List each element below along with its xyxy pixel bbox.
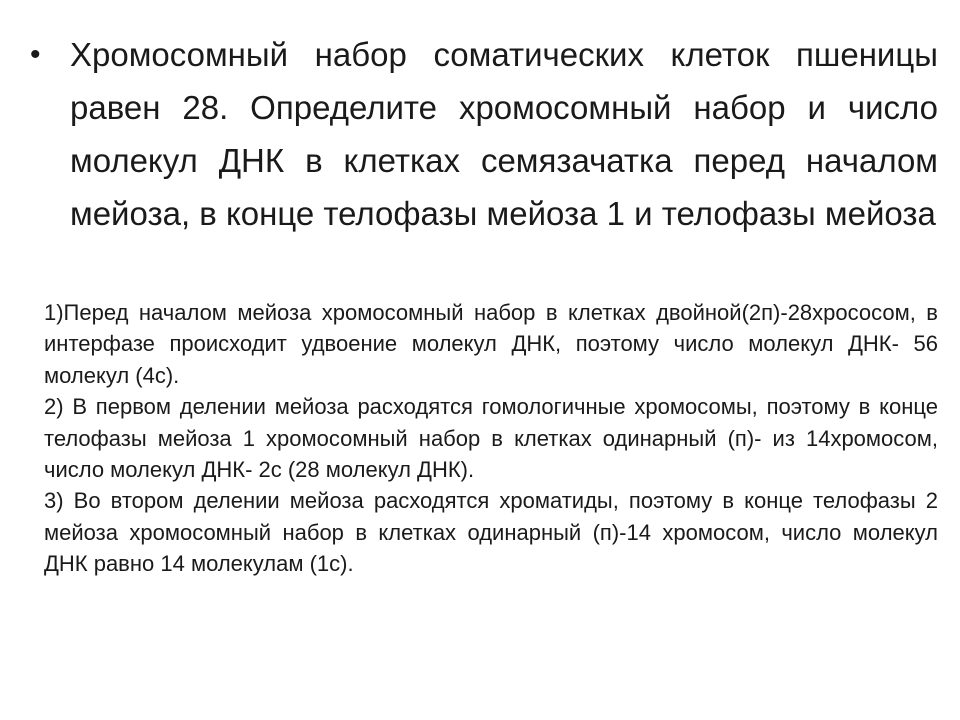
answer-item-1: 1)Перед началом мейоза хромосомный набор в клетках двойной(2п)-28хрососом, в интерфазе происходит удвоение молекул ДНК, поэтому число молекул ДНК- 56 молекул (4с). [44,300,938,388]
question-text: Хромосомный набор соматических клеток пшеницы равен 28. Определите хромосомный набор и число молекул ДНК в клетках семязачатка перед началом мейоза, в конце телофазы мейоза 1 и телофазы мейоза [70,36,938,232]
answer-item-3: 3) Во втором делении мейоза расходятся хроматиды, поэтому в конце телофазы 2 мейоза хромосомный набор в клетках одинарный (п)-14 хромосом, число молекул ДНК равно 14 молекулам (1с). [44,488,938,577]
answers-block [44,297,938,580]
answer-item-2: 2) В первом делении мейоза расходятся гомологичные хромосомы, поэтому в конце телофазы мейоза 1 хромосомный набор в клетках одинарный (п)- из 14хромосом, число молекул ДНК- 2с (28 молекул ДНК). [44,394,938,483]
bullet-icon: • [30,38,41,71]
question-block [26,28,938,240]
